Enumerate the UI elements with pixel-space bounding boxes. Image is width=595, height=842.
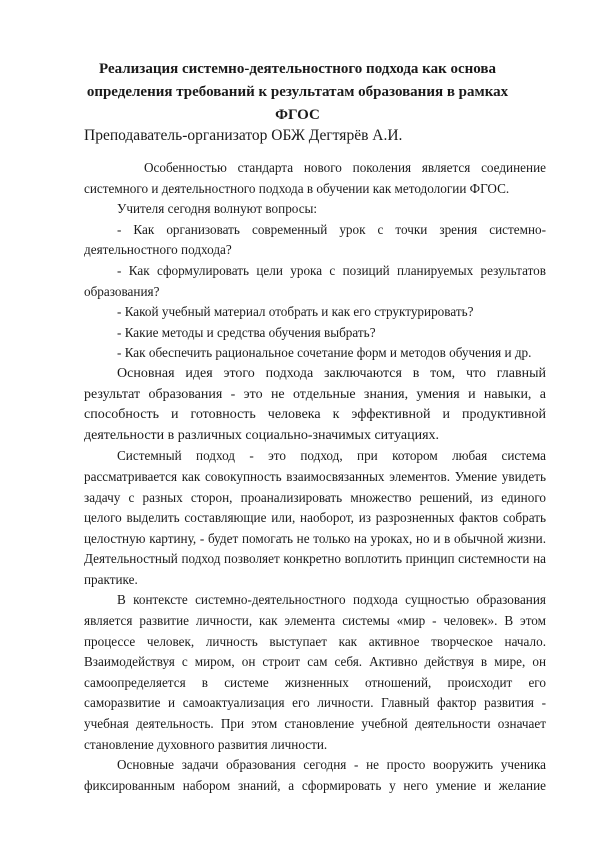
list-item-question: - Какой учебный материал отобрать и как его структурировать? xyxy=(117,304,474,320)
list-item-question: - Какие методы и средства обучения выбрать? xyxy=(117,324,376,340)
paragraph-main-idea: Основная идея этого подхода заключаются в том, что главный результат образования - это не отдельные знания, умения и навыки, а способность и готовность человека к эффективной и продуктивной деятельности в различных социально-значимых ситуациях. xyxy=(84,365,546,443)
paragraph-questions-lead: Учителя сегодня волнуют вопросы: xyxy=(117,201,318,217)
paragraph-context: В контексте системно-деятельностного подхода сущностью образования является развитие личности, как элемента системы «мир - человек». В этом процессе человек, личность выступает как активное творческое начало. Взаимодействуя с миром, он строит сам себя. Активно действуя в мире, он самоопределяется в системе жизненных отношений, происходит его саморазвитие и самоактуализация его личности. Главный фактор развития - учебная деятельность. При этом становление учебной деятельности означает становление духовного развития личности. xyxy=(84,592,546,752)
paragraph-system-approach: Системный подход - это подход, при котором любая система рассматривается как совокупность взаимосвязанных элементов. Умение увидеть задачу с разных сторон, проанализировать множество решений, из единого целого выделить составляющие или, наоборот, из разрозненных фактов собрать целостную картину, - будет помогать не только на уроках, но и в обычной жизни. Деятельностный подход позволяет конкретно воплотить принцип системности на практике. xyxy=(84,448,546,587)
document-title: Реализация системно-деятельностного подхода как основа определения требований к результатам образования в рамках ФГОС xyxy=(86,61,509,123)
list-item-question: - Как сформулировать цели урока с позиций планируемых результатов образования? xyxy=(84,262,546,299)
list-item-question: - Как обеспечить рациональное сочетание форм и методов обучения и др. xyxy=(117,345,532,361)
paragraph-intro: Особенностью стандарта нового поколения является соединение системного и деятельностного подхода в обучении как методологии ФГОС. xyxy=(84,160,546,196)
paragraph-tasks: Основные задачи образования сегодня - не просто вооружить ученика фиксированным набором знаний, а сформировать у него умение и желание xyxy=(84,757,546,793)
author-line: Преподаватель-организатор ОБЖ Дегтярёв А.И. xyxy=(84,127,403,144)
list-item-question: - Как организовать современный урок с точки зрения системно-деятельностного подхода? xyxy=(84,221,546,258)
document-body xyxy=(84,158,546,796)
